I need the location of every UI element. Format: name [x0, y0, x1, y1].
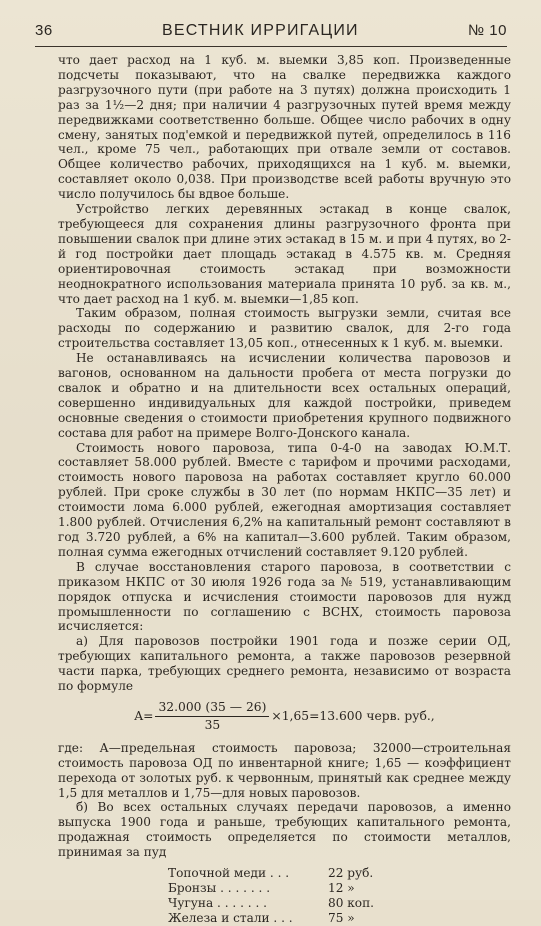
running-header [35, 22, 507, 47]
price-row [168, 911, 511, 926]
metal-price-list [168, 866, 511, 926]
leader-dots: . . . . . . . [217, 896, 268, 911]
price-row [168, 881, 511, 896]
metal-price: 22 руб. [328, 866, 374, 881]
leader-dots: . . . [273, 911, 293, 926]
page-number: 36 [35, 22, 53, 39]
journal-title: ВЕСТНИК ИРРИГАЦИИ [161, 22, 359, 39]
paragraph: Стоимость нового паровоза, типа 0-4-0 на заводах Ю.М.Т. составляет 58.000 рублей. Вместе с тарифом и прочими расходами, стоимость нового паровоза на работах составляет кругло 60.000 рублей. При сроке службы в 30 лет (по нормам НКПС—35 лет) и стоимости лома 6.000 рублей, ежегодная амортизация составляет 1.800 рублей. Отчисления 6,2% на капитальный ремонт составляют в год 3.720 рублей, а 6% на капитал—3.600 рублей. Таким образом, полная сумма ежегодных отчислений составляет 9.120 рублей. [58, 440, 511, 559]
paragraph: В случае восстановления старого паровоза, в соответствии с приказом НКПС от 30 июля 1926 года за № 519, устанавливающим порядок отпуска и исчисления стоимости паровозов для нужд промышленности по соглашению с ВСНХ, стоимость паровоза исчисляется: [58, 559, 511, 634]
metal-name: Чугуна [168, 896, 214, 911]
paragraph: что дает расход на 1 куб. м. выемки 3,85 коп. Произведенные подсчеты показывают, что на свалке передвижка каждого разгрузочного пути (при работе на 3 путях) должна происходить 1 раз за 1½—2 дня; при наличии 4 разгрузочных путей время между передвижками соответственно больше. Общее число рабочих в одну смену, занятых под'емкой и передвижкой путей, определилось в 116 чел., кроме 75 чел., работающих при отвале земли от составов. Общее количество рабочих, приходящихся на 1 куб. м. выемки, составляет около 0,038. При производстве всей работы вручную это число получилось бы вдвое больше. [58, 53, 511, 202]
metal-price: 75 » [328, 911, 355, 926]
metal-price: 12 » [328, 881, 355, 896]
formula [58, 700, 511, 733]
paragraph: Таким образом, полная стоимость выгрузки земли, считая все расходы по содержанию и развитию свалок, для 2-го года строительства составляет 13,05 коп., отнесенных к 1 куб. м. выемки. [58, 306, 511, 351]
paragraph: Не останавливаясь на исчислении количества паровозов и вагонов, основанном на дальности пробега от места погрузки до свалок и обратно и на длительности всех остальных операций, совершенно индивидуальных для каждой постройки, приведем основные сведения о стоимости приобретения крупного подвижного состава для работ на примере Волго-Донского канала. [58, 351, 511, 440]
paragraph: где: А—предельная стоимость паровоза; 32000—строительная стоимость паровоза ОД по инвентарной книге; 1,65 — коэффициент перехода от золотых руб. к червонным, принятый как среднее между 1,5 для металлов и 1,75—для новых паровозов. [58, 740, 511, 800]
article-body [58, 53, 511, 926]
paragraph: б) Во всех остальных случаях передачи паровозов, а именно выпуска 1900 года и раньше, требующих капитального ремонта, продажная стоимость определяется по стоимости металлов, принимая за пуд [58, 800, 511, 860]
metal-name: Железа и стали [168, 911, 270, 926]
metal-name: Топочной меди [168, 866, 267, 881]
formula-denominator: 35 [204, 717, 221, 732]
formula-fraction [155, 700, 269, 733]
formula-rhs: ×1,65=13.600 черв. руб., [271, 708, 435, 723]
issue-number: № 10 [468, 22, 507, 39]
leader-dots: . . . . . . . [220, 881, 271, 896]
price-row [168, 896, 511, 911]
paragraph: а) Для паровозов постройки 1901 года и позже серии ОД, требующих капитального ремонта, а также паровозов резервной части парка, требующих среднего ремонта, независимо от возраста по формуле [58, 634, 511, 694]
metal-price: 80 коп. [328, 896, 374, 911]
metal-name: Бронзы [168, 881, 217, 896]
price-row [168, 866, 511, 881]
formula-lhs: A= [134, 708, 154, 723]
paragraph: Устройство легких деревянных эстакад в конце свалок, требующееся для сохранения длины разгрузочного фронта при повышении свалок при длине этих эстакад в 15 м. и при 4 путях, во 2-й год постройки дает площадь эстакад в 4.575 кв. м. Средняя ориентировочная стоимость эстакад при возможности неоднократного использования материала принята 10 руб. за кв. м., что дает расход на 1 куб. м. выемки—1,85 коп. [58, 202, 511, 306]
formula-numerator: 32.000 (35 — 26) [155, 700, 269, 717]
leader-dots: . . . [269, 866, 290, 881]
